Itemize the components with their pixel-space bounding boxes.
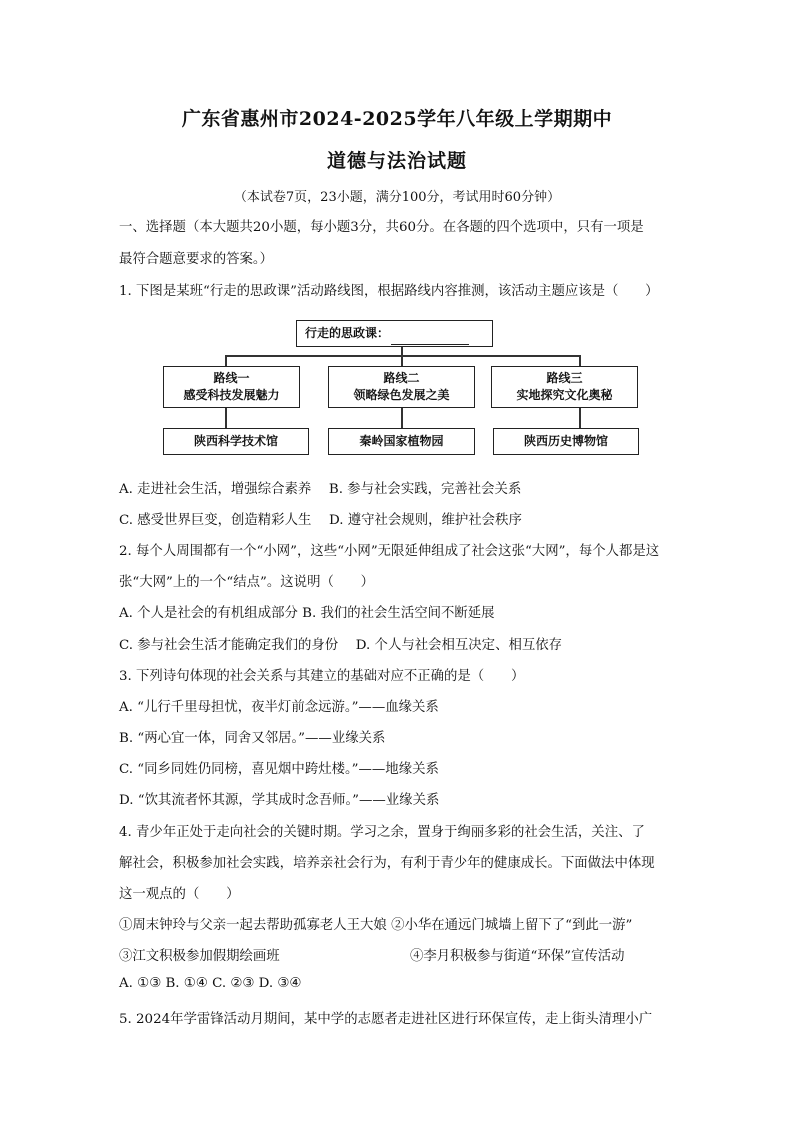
q4-stem-line-2: 解社会，积极参加社会实践，培养亲社会行为，有利于青少年的健康成长。下面做法中体现: [119, 856, 655, 871]
q2-stem-line-1: 2. 每个人周围都有一个“小网”，这些“小网”无限延伸组成了社会这张“大网”，每个人都是这: [119, 544, 660, 559]
diagram-root-blank: [391, 332, 469, 345]
route-3-name: 路线三: [546, 371, 583, 385]
section-intro-line-2: 最符合题意要求的答案。）: [119, 252, 273, 267]
q2-options-line-2: C. 参与社会生活才能确定我们的身份 D. 个人与社会相互决定、相互依存: [119, 638, 563, 653]
q1-stem: 1. 下图是某班“行走的思政课”活动路线图，根据路线内容推测，该活动主题应该是（ ）: [119, 284, 659, 299]
connector-place-2: [401, 408, 403, 428]
q4-items-line-1: ①周末钟玲与父亲一起去帮助孤寡老人王大娘 ②小华在通远门城墙上留下了“到此一游”: [119, 918, 633, 933]
place-1-box: [163, 428, 309, 455]
place-2-box: [328, 428, 475, 455]
connector-place-1: [225, 408, 227, 428]
route-1-box: [163, 366, 300, 408]
route-2-theme: 领略绿色发展之美: [353, 388, 450, 402]
q1-options-line-2: C. 感受世界巨变，创造精彩人生 D. 遵守社会规则，维护社会秩序: [119, 513, 522, 528]
q3-option-a: A. “儿行千里母担忧，夜半灯前念远游。”——血缘关系: [119, 700, 439, 715]
route-3-box: [491, 366, 638, 408]
connector-route-2: [401, 355, 403, 366]
diagram-root-box: [296, 320, 493, 347]
place-2-label: 秦岭国家植物园: [359, 434, 444, 448]
q4-stem-line-3: 这一观点的（ ）: [119, 887, 240, 902]
q4-options: A. ①③ B. ①④ C. ②③ D. ③④: [119, 976, 302, 991]
connector-route-3: [579, 355, 581, 366]
exam-subtitle: 道德与法治试题: [326, 150, 467, 172]
section-intro-line-1: 一、选择题（本大题共20小题，每小题3分，共60分。在各题的四个选项中，只有一项是: [119, 220, 644, 235]
q1-route-diagram: [163, 320, 639, 460]
route-2-name: 路线二: [383, 371, 420, 385]
exam-title: 广东省惠州市2024-2025学年八年级上学期期中: [181, 108, 613, 130]
q2-stem-line-2: 张“大网”上的一个“结点”。这说明（ ）: [119, 575, 375, 590]
q4-item-4: ④李月积极参与街道“环保”宣传活动: [410, 949, 625, 964]
q3-option-b: B. “两心宜一体，同舍又邻居。”——业缘关系: [119, 731, 386, 746]
q4-stem-line-1: 4. 青少年正处于走向社会的关键时期。学习之余，置身于绚丽多彩的社会生活，关注、了: [119, 825, 645, 840]
q5-stem-line-1: 5. 2024年学雷锋活动月期间，某中学的志愿者走进社区进行环保宣传，走上街头清理小广: [119, 1012, 653, 1027]
place-3-label: 陕西历史博物馆: [523, 434, 608, 448]
q3-stem: 3. 下列诗句体现的社会关系与其建立的基础对应不正确的是（ ）: [119, 669, 525, 684]
diagram-root-label: 行走的思政课：: [305, 326, 390, 340]
q2-options-line-1: A. 个人是社会的有机组成部分 B. 我们的社会生活空间不断延展: [119, 606, 495, 621]
q1-options-line-1: A. 走进社会生活，增强综合素养 B. 参与社会实践，完善社会关系: [119, 482, 522, 497]
route-2-box: [328, 366, 475, 408]
place-1-label: 陕西科学技术馆: [193, 434, 278, 448]
route-1-theme: 感受科技发展魅力: [183, 388, 280, 402]
exam-note: （本试卷7页，23小题，满分100分，考试用时60分钟）: [233, 190, 561, 205]
q3-option-c: C. “同乡同姓仍同榜，喜见烟中跨灶楼。”——地缘关系: [119, 762, 439, 777]
connector-place-3: [579, 408, 581, 428]
route-3-theme: 实地探究文化奥秘: [516, 388, 613, 402]
connector-route-1: [225, 355, 227, 366]
route-1-name: 路线一: [213, 371, 250, 385]
place-3-box: [493, 428, 639, 455]
q4-item-3: ③江文积极参加假期绘画班: [119, 949, 280, 964]
q3-option-d: D. “饮其流者怀其源，学其成时念吾师。”——业缘关系: [119, 793, 440, 808]
